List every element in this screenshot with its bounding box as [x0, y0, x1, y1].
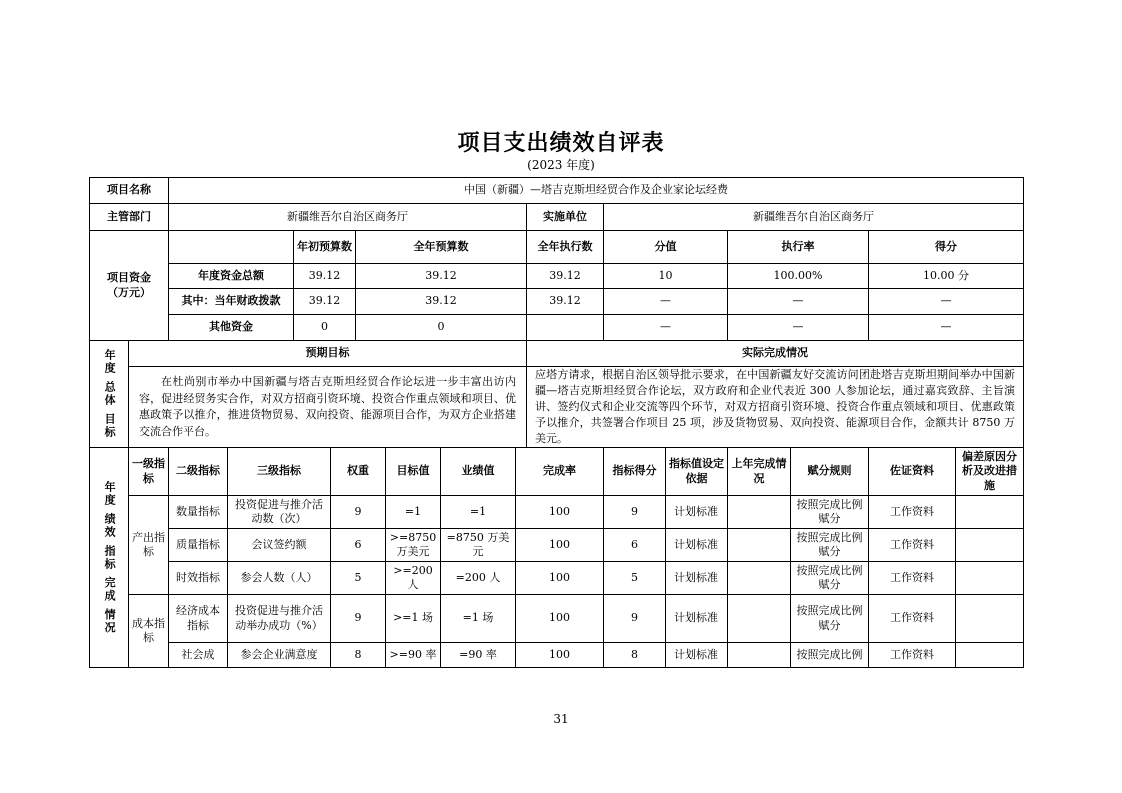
target-header: 目标值	[385, 447, 441, 496]
page-subtitle: (2023 年度)	[527, 158, 595, 172]
indicator-level2-cell: 数量指标	[168, 495, 228, 529]
indicator-deviation-cell	[955, 495, 1024, 529]
page-number: 31	[553, 712, 569, 726]
annual-goal-label: 年度 总体 目标	[89, 340, 129, 448]
actual-completion-text: 应塔方请求，根据自治区领导批示要求，在中国新疆友好交流访问团赴塔吉克斯坦期间举办中国新疆—塔吉克斯坦经贸合作论坛，双方政府和企业代表近 300 人参加论坛，通过嘉宾致辞、主旨演讲、签约仪式和企业交流等四个环节，对双方招商引资环境、投资合作重点领域和项目、优惠政策予以推介，共签署合作项目 25 项，涉及货物贸易、双向投资、能源项目合作，金额共计 8750 万美元。	[526, 366, 1024, 448]
indicator-actual-cell: =1	[440, 495, 516, 529]
indicator-score-cell: 8	[603, 642, 666, 668]
funds-header-blank	[168, 230, 294, 264]
indicator-target-cell: >=90 率	[385, 642, 441, 668]
indicator-basis-cell: 计划标准	[665, 528, 728, 562]
indicator-rule-cell: 按照完成比例赋分	[790, 528, 869, 562]
indicator-level2-cell: 经济成本指标	[168, 594, 228, 643]
actual-header: 业绩值	[440, 447, 516, 496]
indicator-weight-cell: 8	[330, 642, 386, 668]
deviation-header: 偏差原因分析及改进措施	[955, 447, 1024, 496]
funds-row-score: —	[868, 314, 1024, 341]
indicator-weight-cell: 9	[330, 495, 386, 529]
indicator-rule-cell: 按照完成比例赋分	[790, 561, 869, 595]
indicator-evidence-cell: 工作资料	[868, 594, 956, 643]
indicator-actual-cell: =90 率	[440, 642, 516, 668]
indicator-last-year-cell	[727, 528, 791, 562]
indicator-deviation-cell	[955, 642, 1024, 668]
project-name-value: 中国（新疆）—塔吉克斯坦经贸合作及企业家论坛经费	[168, 177, 1024, 204]
funds-label: 项目资金 （万元）	[89, 230, 169, 341]
funds-row-label: 其中：当年财政拨款	[168, 288, 294, 315]
indicator-level3-cell: 参会人数（人）	[227, 561, 331, 595]
indicator-deviation-cell	[955, 561, 1024, 595]
level2-header: 二级指标	[168, 447, 228, 496]
indicator-rule-cell: 按照完成比例赋分	[790, 495, 869, 529]
indicator-actual-cell: =1 场	[440, 594, 516, 643]
indicator-level3-cell: 参会企业满意度	[227, 642, 331, 668]
indicator-level2-cell: 时效指标	[168, 561, 228, 595]
funds-row-label: 其他资金	[168, 314, 294, 341]
evidence-header: 佐证资料	[868, 447, 956, 496]
funds-row-initial: 39.12	[293, 263, 356, 289]
indicator-score-cell: 5	[603, 561, 666, 595]
project-name-label: 项目名称	[89, 177, 169, 204]
funds-row-annual: 39.12	[355, 263, 527, 289]
funds-row-score: 10.00 分	[868, 263, 1024, 289]
indicator-score-cell: 9	[603, 495, 666, 529]
basis-header: 指标值设定依据	[665, 447, 728, 496]
rate-header: 完成率	[515, 447, 604, 496]
funds-row-label: 年度资金总额	[168, 263, 294, 289]
indicator-rate-cell: 100	[515, 594, 604, 643]
rule-header: 赋分规则	[790, 447, 869, 496]
level1-cost-indicator: 成本指标	[128, 594, 169, 668]
indicator-rule-cell: 按照完成比例	[790, 642, 869, 668]
initial-budget-header: 年初预算数	[293, 230, 356, 264]
funds-row-score: —	[868, 288, 1024, 315]
indicator-actual-cell: =200 人	[440, 561, 516, 595]
indicator-deviation-cell	[955, 594, 1024, 643]
indicator-basis-cell: 计划标准	[665, 594, 728, 643]
annual-budget-header: 全年预算数	[355, 230, 527, 264]
indicator-last-year-cell	[727, 642, 791, 668]
executed-header: 全年执行数	[526, 230, 604, 264]
indicator-weight-cell: 5	[330, 561, 386, 595]
implementer-value: 新疆维吾尔自治区商务厅	[603, 203, 1024, 231]
level1-output-indicator: 产出指标	[128, 495, 169, 595]
weight-header: 权重	[330, 447, 386, 496]
indicator-rate-cell: 100	[515, 561, 604, 595]
actual-completion-header: 实际完成情况	[526, 340, 1024, 367]
indicator-target-cell: =1	[385, 495, 441, 529]
department-value: 新疆维吾尔自治区商务厅	[168, 203, 527, 231]
score-value-header: 分值	[603, 230, 728, 264]
funds-row-score-value: —	[603, 288, 728, 315]
indicator-target-cell: >=8750 万美元	[385, 528, 441, 562]
expected-goal-header: 预期目标	[128, 340, 527, 367]
funds-row-rate: 100.00%	[727, 263, 869, 289]
last-year-header: 上年完成情况	[727, 447, 791, 496]
indicator-last-year-cell	[727, 561, 791, 595]
indicator-deviation-cell	[955, 528, 1024, 562]
indicator-evidence-cell: 工作资料	[868, 495, 956, 529]
indicator-rate-cell: 100	[515, 642, 604, 668]
funds-row-executed	[526, 314, 604, 341]
level3-header: 三级指标	[227, 447, 331, 496]
indicator-evidence-cell: 工作资料	[868, 528, 956, 562]
indicator-level2-cell: 社会成	[168, 642, 228, 668]
implementer-label: 实施单位	[526, 203, 604, 231]
indicator-last-year-cell	[727, 594, 791, 643]
funds-row-initial: 39.12	[293, 288, 356, 315]
level1-header: 一级指标	[128, 447, 169, 496]
funds-row-rate: —	[727, 288, 869, 315]
execution-rate-header: 执行率	[727, 230, 869, 264]
department-label: 主管部门	[89, 203, 169, 231]
indicator-target-cell: >=200 人	[385, 561, 441, 595]
indicator-rule-cell: 按照完成比例赋分	[790, 594, 869, 643]
indicator-level3-cell: 会议签约额	[227, 528, 331, 562]
indicator-level2-cell: 质量指标	[168, 528, 228, 562]
indicator-basis-cell: 计划标准	[665, 495, 728, 529]
page-title: 项目支出绩效自评表	[457, 130, 665, 156]
funds-row-annual: 0	[355, 314, 527, 341]
funds-row-score-value: 10	[603, 263, 728, 289]
indicator-level3-cell: 投资促进与推介活动举办成功（%）	[227, 594, 331, 643]
indicator-level3-cell: 投资促进与推介活动数（次）	[227, 495, 331, 529]
indicator-rate-cell: 100	[515, 528, 604, 562]
funds-row-annual: 39.12	[355, 288, 527, 315]
indicator-rate-cell: 100	[515, 495, 604, 529]
funds-row-executed: 39.12	[526, 263, 604, 289]
funds-row-initial: 0	[293, 314, 356, 341]
indicator-actual-cell: =8750 万美元	[440, 528, 516, 562]
score-header: 得分	[868, 230, 1024, 264]
indicator-section-label: 年度 绩效 指标 完成 情况	[89, 447, 129, 668]
indicator-score-header: 指标得分	[603, 447, 666, 496]
indicator-weight-cell: 6	[330, 528, 386, 562]
indicator-score-cell: 9	[603, 594, 666, 643]
funds-row-executed: 39.12	[526, 288, 604, 315]
expected-goal-text: 在杜尚别市举办中国新疆与塔吉克斯坦经贸合作论坛进一步丰富出访内容，促进经贸务实合作，对双方招商引资环境、投资合作重点领域和项目、优惠政策予以推介，推进货物贸易、双向投资、能源项目合作，为双方企业搭建交流合作平台。	[128, 366, 527, 448]
indicator-target-cell: >=1 场	[385, 594, 441, 643]
indicator-evidence-cell: 工作资料	[868, 561, 956, 595]
funds-row-score-value: —	[603, 314, 728, 341]
indicator-basis-cell: 计划标准	[665, 642, 728, 668]
indicator-basis-cell: 计划标准	[665, 561, 728, 595]
indicator-weight-cell: 9	[330, 594, 386, 643]
indicator-score-cell: 6	[603, 528, 666, 562]
indicator-last-year-cell	[727, 495, 791, 529]
indicator-evidence-cell: 工作资料	[868, 642, 956, 668]
funds-row-rate: —	[727, 314, 869, 341]
